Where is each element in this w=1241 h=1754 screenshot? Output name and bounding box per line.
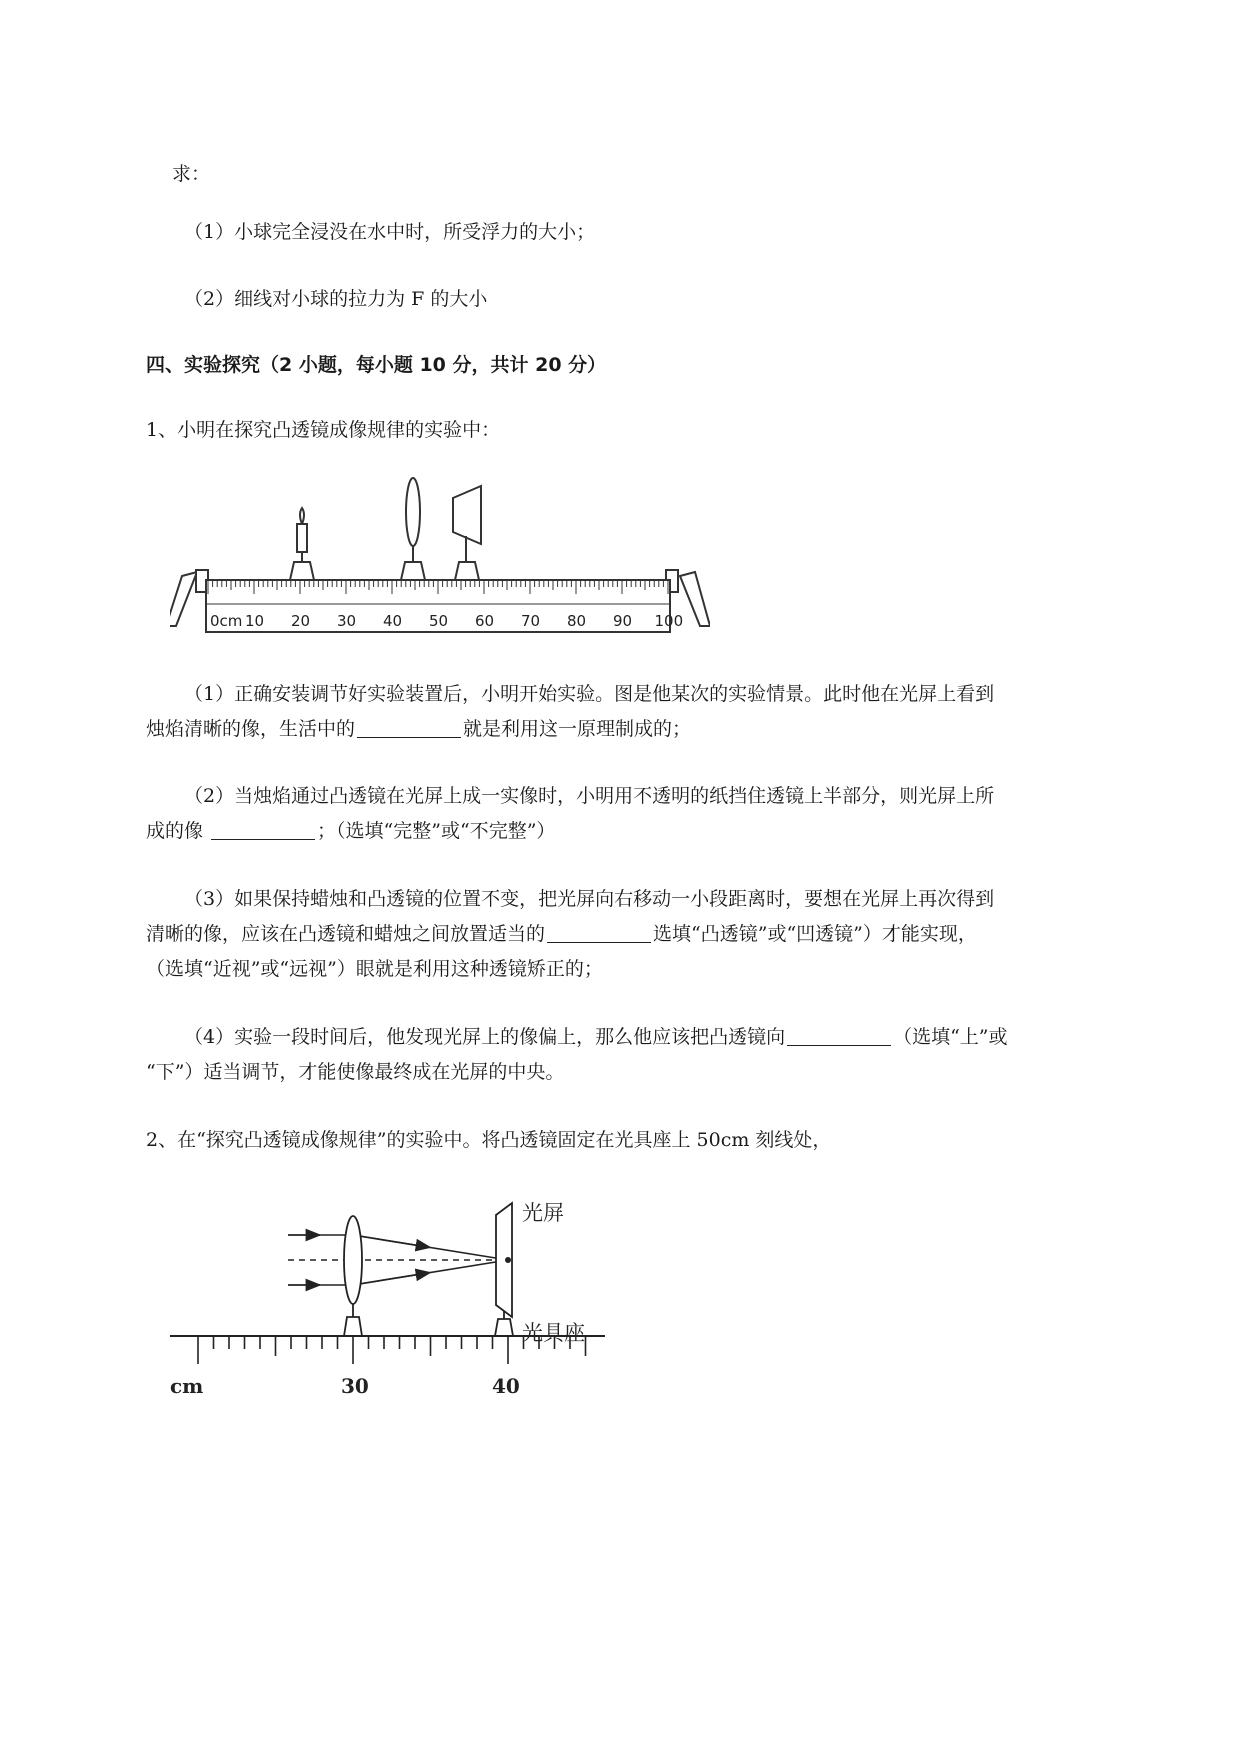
p3-line3: （选填“近视”或“远视”）眼就是利用这种透镜矫正的；: [146, 958, 603, 980]
bench-left-support: [170, 570, 208, 626]
light-screen: [453, 486, 481, 580]
ruler-label: 30: [337, 612, 357, 630]
convex-lens: [344, 1216, 362, 1336]
problem2-stem: 2、在“探究凸透镜成像规律”的实验中。将凸透镜固定在光具座上 50cm 刻线处，: [146, 1129, 832, 1151]
optical-bench-figure: [170, 476, 710, 636]
unit-label: cm: [170, 1374, 204, 1398]
p3-line1: （3）如果保持蜡烛和凸透镜的位置不变，把光屏向右移动一小段距离时，要想在光屏上再次得到: [184, 888, 995, 910]
ruler-label: 70: [521, 612, 541, 630]
tick-30-label: 30: [341, 1374, 369, 1398]
tick-40-label: 40: [492, 1374, 520, 1398]
p2-line2: 成的像 ；（选填“完整”或“不完整”）: [146, 820, 556, 842]
ruler-label: 80: [567, 612, 587, 630]
ruler-label: 40: [383, 612, 403, 630]
focus-figure: [170, 1195, 620, 1405]
ask-line: 求：: [172, 163, 211, 185]
screen: [495, 1203, 513, 1336]
ruler-label: 60: [475, 612, 495, 630]
screen-label: 光屏: [522, 1201, 564, 1225]
question-2: （2）细线对小球的拉力为 F 的大小: [184, 288, 488, 310]
p4-line2: “下”）适当调节，才能使像最终成在光屏的中央。: [146, 1061, 565, 1083]
p3-line2: 清晰的像，应该在凸透镜和蜡烛之间放置适当的 选填“凸透镜”或“凹透镜”）才能实现，: [146, 923, 977, 945]
question-1: （1）小球完全浸没在水中时，所受浮力的大小；: [184, 221, 596, 243]
focus-point: [505, 1257, 511, 1263]
candle: [290, 508, 314, 580]
ruler-label: 0cm: [210, 612, 243, 630]
p4-line1: （4）实验一段时间后，他发现光屏上的像偏上，那么他应该把凸透镜向 （选填“上”或: [184, 1026, 1008, 1048]
ruler-label: 10: [245, 612, 265, 630]
lens: [401, 478, 425, 580]
p1-line2: 烛焰清晰的像，生活中的 就是利用这一原理制成的；: [146, 718, 692, 740]
p2-line1: （2）当烛焰通过凸透镜在光屏上成一实像时，小明用不透明的纸挡住透镜上半部分，则光屏上所: [184, 785, 995, 807]
problem1-stem: 1、小明在探究凸透镜成像规律的实验中：: [146, 419, 501, 441]
answer-blank-4[interactable]: [787, 1027, 891, 1046]
answer-blank-2[interactable]: [211, 821, 315, 840]
p1-line1: （1）正确安装调节好实验装置后，小明开始实验。图是他某次的实验情景。此时他在光屏上看到: [184, 683, 995, 705]
ruler-label: 100: [654, 612, 684, 630]
answer-blank-1[interactable]: [357, 719, 461, 738]
bench-label: 光具座: [522, 1321, 585, 1345]
section-title: 四、实验探究（2 小题，每小题 10 分，共计 20 分）: [146, 354, 607, 376]
ruler-label: 50: [429, 612, 449, 630]
ruler-label: 90: [613, 612, 633, 630]
ruler-label: 20: [291, 612, 311, 630]
answer-blank-3[interactable]: [547, 924, 651, 943]
